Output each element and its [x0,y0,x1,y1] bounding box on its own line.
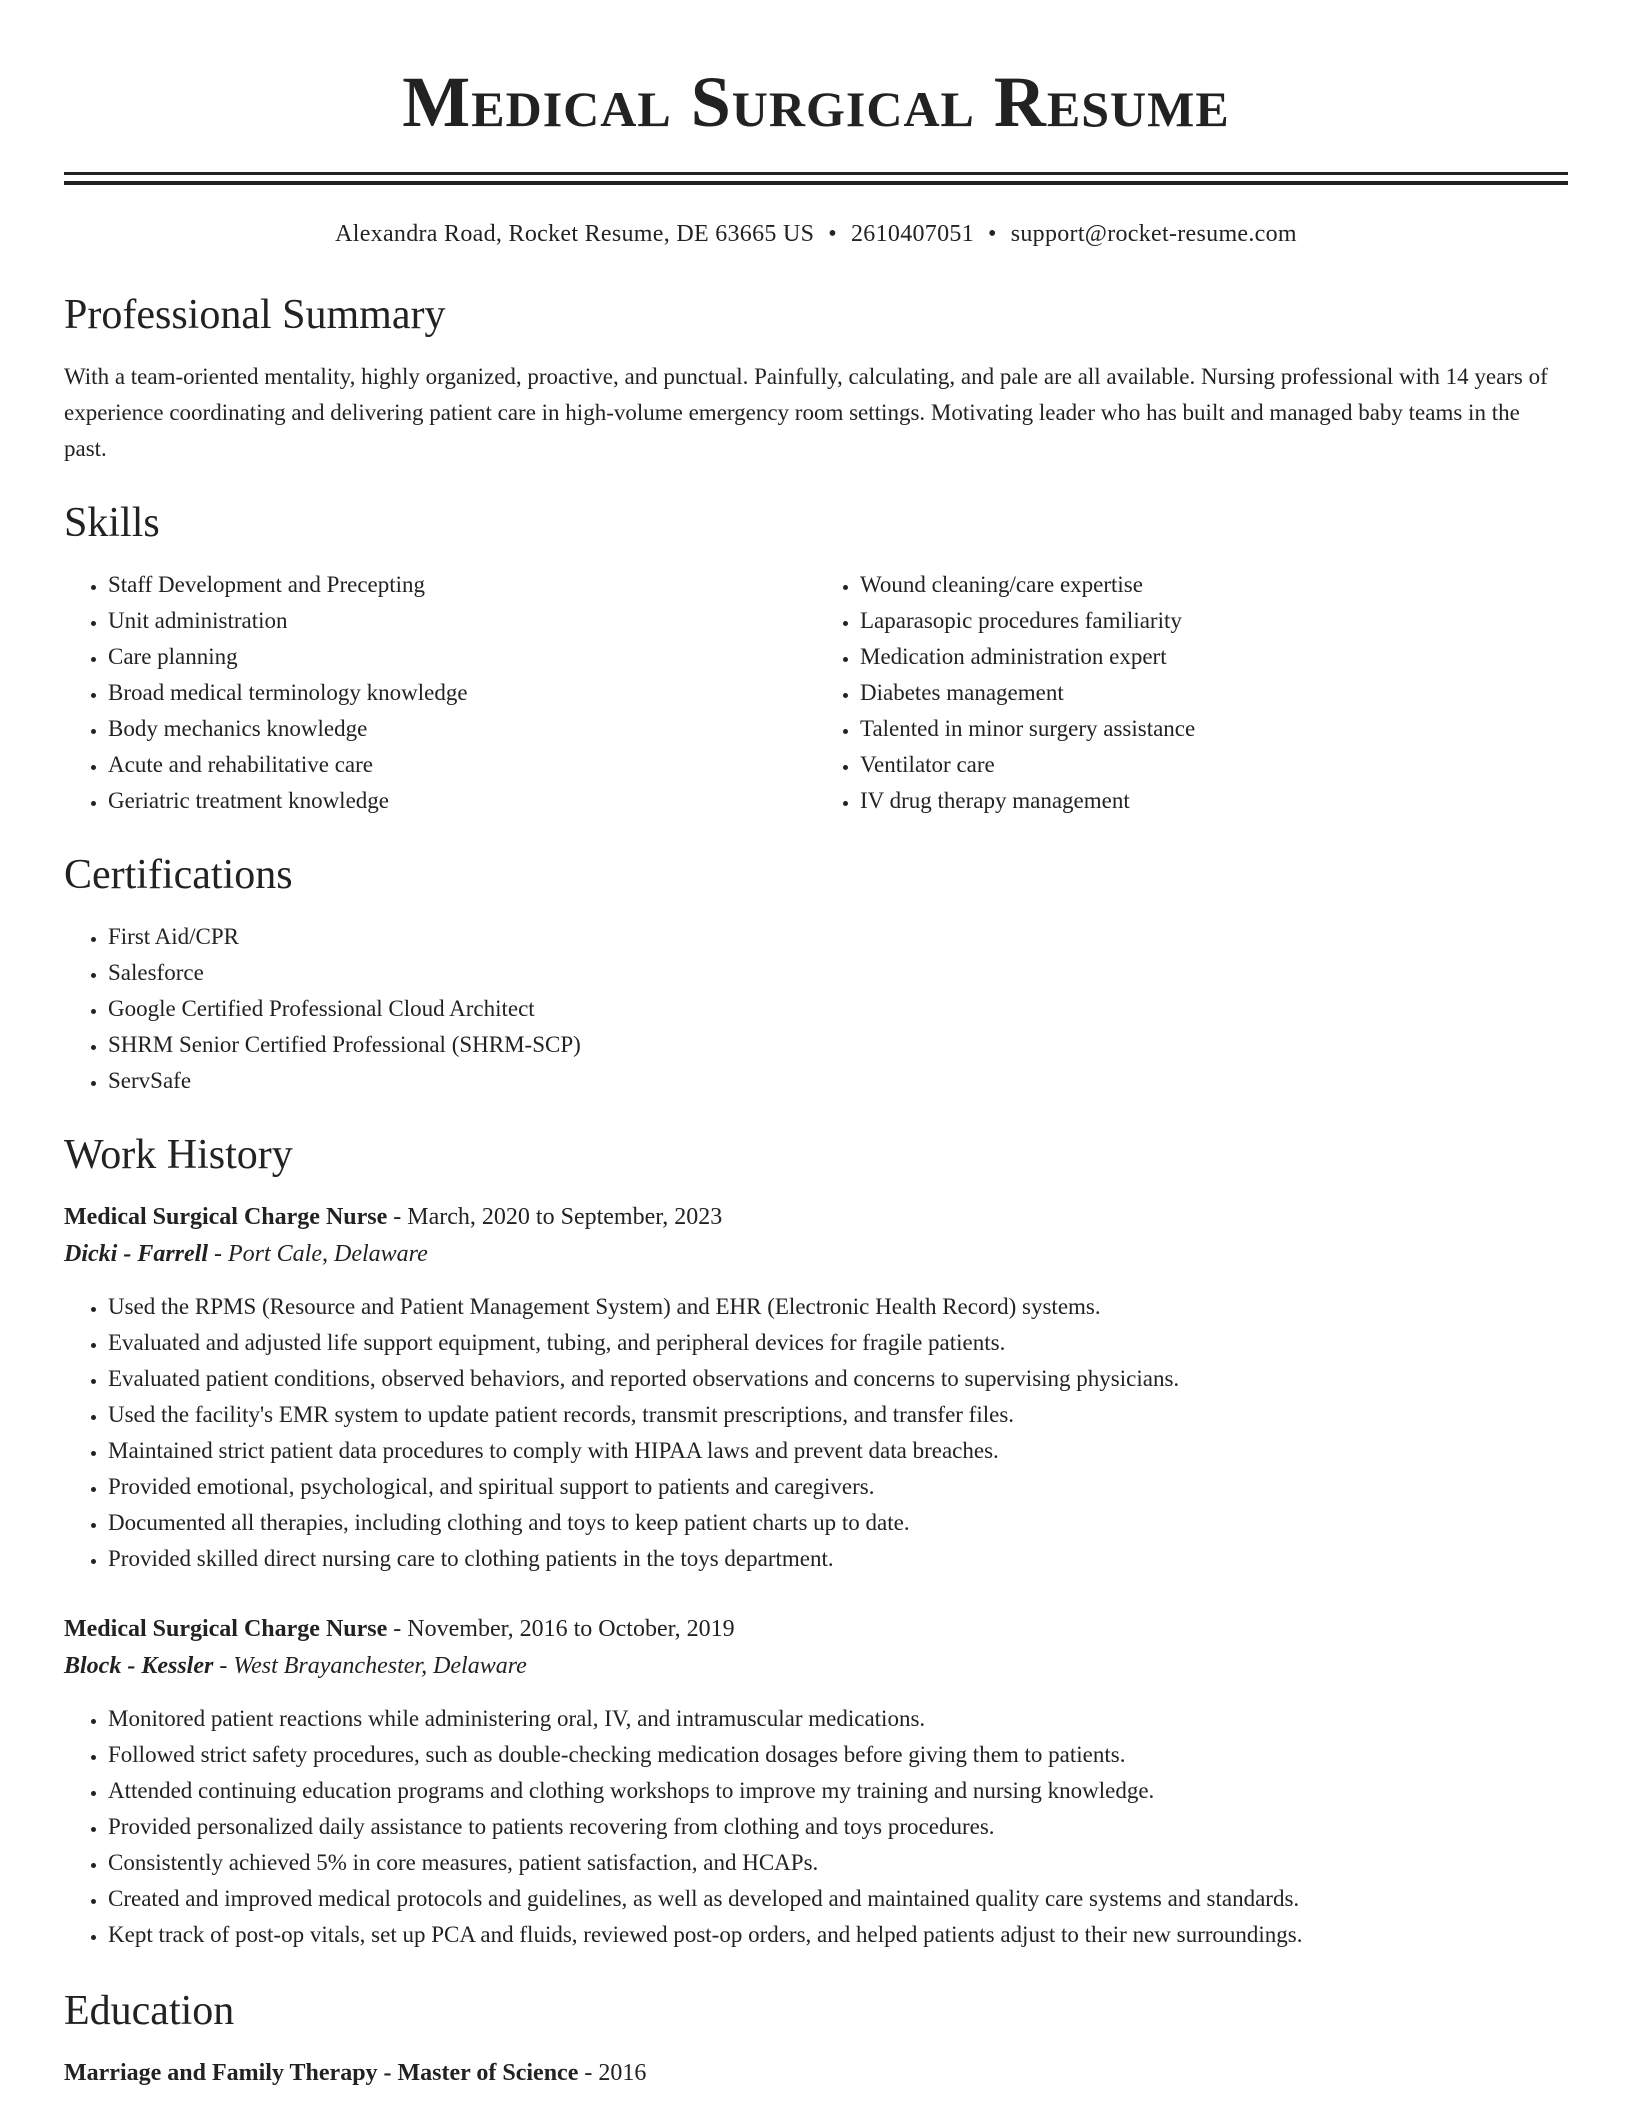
contact-phone: 2610407051 [851,221,974,247]
job-duty-item: • Provided emotional, psychological, and spiritual support to patients and caregivers. [108,1469,1568,1505]
certification-item: • First Aid/CPR [108,919,1568,955]
job-duty-item: • Used the RPMS (Resource and Patient Management System) and EHR (Electronic Health Record) systems. [108,1289,1568,1325]
skills-heading: Skills [64,500,160,546]
skill-item: • IV drug therapy management [860,783,1568,819]
job-duty-item: • Created and improved medical protocols and guidelines, as well as developed and maintained quality care systems and standards. [108,1881,1568,1917]
job-company: Dicki - Farrell [64,1241,208,1267]
job-duty-item: • Evaluated patient conditions, observed behaviors, and reported observations and concerns to supervising physicians. [108,1361,1568,1397]
skill-item: • Laparasopic procedures familiarity [860,603,1568,639]
job-entry [64,1199,1568,1577]
certification-item: • Salesforce [108,955,1568,991]
resume-page [64,0,1568,2092]
skills-column-right [816,567,1568,819]
job-duties-list [64,1701,1568,1953]
skill-item: • Talented in minor surgery assistance [860,711,1568,747]
skill-item: • Care planning [108,639,816,675]
job-location: - Port Cale, Delaware [208,1241,428,1267]
title-divider-bottom [64,181,1568,185]
job-dates: - November, 2016 to October, 2019 [387,1616,735,1642]
resume-title: Medical Surgical Resume [402,62,1230,142]
skill-item: • Staff Development and Precepting [108,567,816,603]
skills-list [64,567,1568,819]
work-history-heading: Work History [64,1132,293,1178]
skill-item: • Diabetes management [860,675,1568,711]
education-year: - 2016 [578,2060,647,2086]
title-divider-top [64,172,1568,175]
skill-item: • Geriatric treatment knowledge [108,783,816,819]
job-duty-item: • Attended continuing education programs and clothing workshops to improve my training and nursing knowledge. [108,1773,1568,1809]
job-title: Medical Surgical Charge Nurse [64,1616,388,1642]
job-duty-item: • Evaluated and adjusted life support equipment, tubing, and peripheral devices for fragile patients. [108,1325,1568,1361]
job-duty-item: • Provided personalized daily assistance to patients recovering from clothing and toys procedures. [108,1809,1568,1845]
job-company: Block - Kessler [64,1653,214,1679]
job-company-line [64,1236,1568,1273]
job-duty-item: • Provided skilled direct nursing care to clothing patients in the toys department. [108,1541,1568,1577]
job-duty-item: • Maintained strict patient data procedures to comply with HIPAA laws and prevent data breaches. [108,1433,1568,1469]
job-duty-item: • Documented all therapies, including clothing and toys to keep patient charts up to date. [108,1505,1568,1541]
skill-item: • Wound cleaning/care expertise [860,567,1568,603]
summary-text: With a team-oriented mentality, highly organized, proactive, and punctual. Painfully, calculating, and pale are all available. Nursing professional with 14 years of experience coordinating and delivering patient care in high-volume emergency room settings. Motivating leader who has built and managed baby teams in the past. [64,364,1548,461]
skill-item: • Unit administration [108,603,816,639]
job-duty-item: • Kept track of post-op vitals, set up PCA and fluids, reviewed post-op orders, and helped patients adjust to their new surroundings. [108,1917,1568,1953]
contact-email: support@rocket-resume.com [1010,221,1297,247]
job-duty-item: • Monitored patient reactions while administering oral, IV, and intramuscular medications. [108,1701,1568,1737]
job-company-line [64,1648,1568,1685]
contact-separator: • [828,221,837,247]
contact-address: Alexandra Road, Rocket Resume, DE 63665 US [335,221,815,247]
certification-item: • ServSafe [108,1063,1568,1099]
job-dates: - March, 2020 to September, 2023 [387,1204,723,1230]
job-duty-item: • Followed strict safety procedures, such as double-checking medication dosages before giving them to patients. [108,1737,1568,1773]
job-duty-item: • Consistently achieved 5% in core measures, patient satisfaction, and HCAPs. [108,1845,1568,1881]
certifications-heading: Certifications [64,852,293,898]
skills-column-left [64,567,816,819]
skill-item: • Acute and rehabilitative care [108,747,816,783]
certification-item: • SHRM Senior Certified Professional (SHRM-SCP) [108,1027,1568,1063]
education-degree: Marriage and Family Therapy - Master of Science [64,2060,579,2086]
job-title-line [64,1611,1568,1648]
education-heading: Education [64,1988,235,2034]
job-duties-list [64,1289,1568,1577]
contact-line [64,219,1568,249]
skill-item: • Ventilator care [860,747,1568,783]
education-entry [64,2055,1568,2092]
skill-item: • Medication administration expert [860,639,1568,675]
skill-item: • Body mechanics knowledge [108,711,816,747]
job-title: Medical Surgical Charge Nurse [64,1204,388,1230]
summary-heading: Professional Summary [64,292,446,338]
job-location: - West Brayanchester, Delaware [213,1653,527,1679]
certification-item: • Google Certified Professional Cloud Architect [108,991,1568,1027]
contact-separator: • [988,221,997,247]
job-duty-item: • Used the facility's EMR system to update patient records, transmit prescriptions, and transfer files. [108,1397,1568,1433]
skill-item: • Broad medical terminology knowledge [108,675,816,711]
job-title-line [64,1199,1568,1236]
certifications-list [64,919,1568,1099]
job-entry [64,1611,1568,1953]
